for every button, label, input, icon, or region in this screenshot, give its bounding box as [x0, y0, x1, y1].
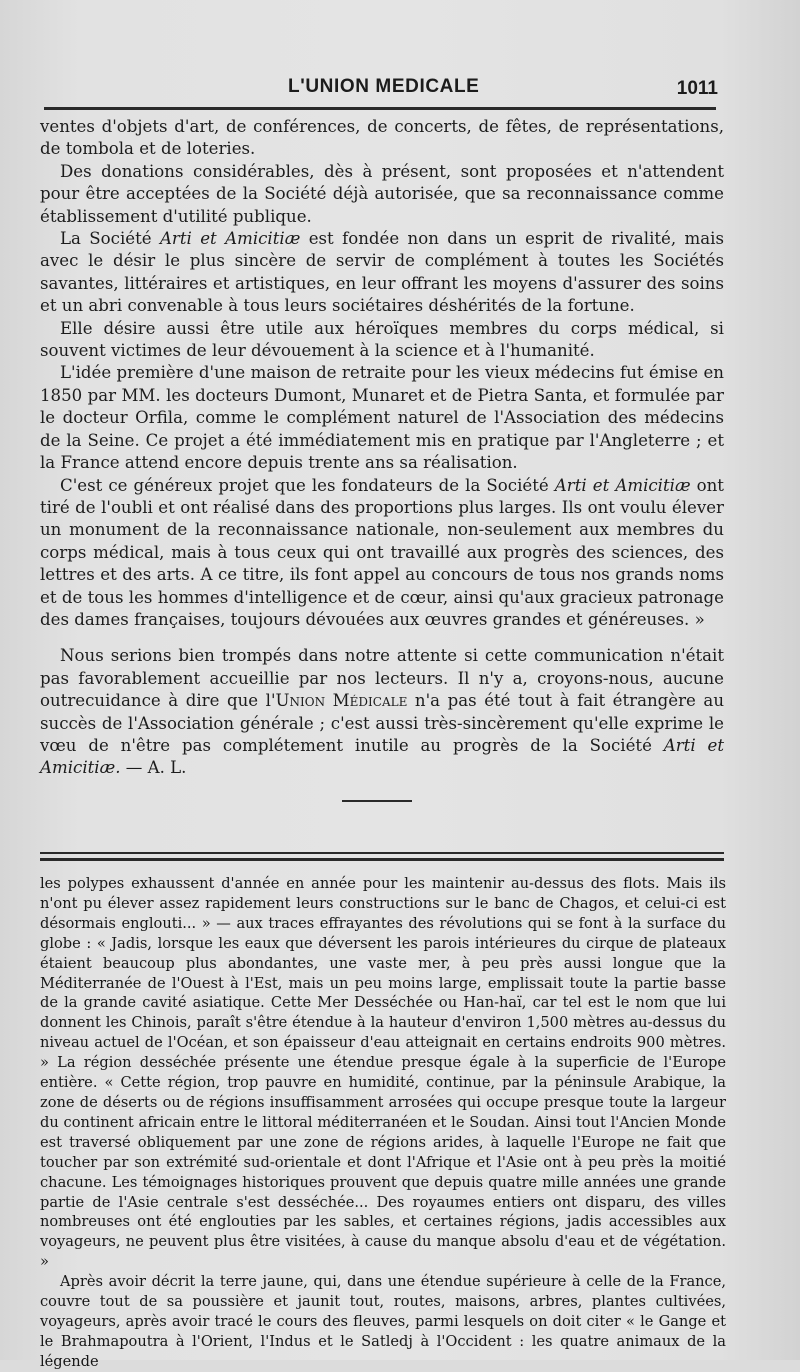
text-run: Nous serions bien trompés dans notre attente si cette communication n'était pas favorablement accueillie par nos lecteurs. Il n'y a, croyons-nous, aucune outrecuidance à dire que l': [40, 646, 724, 711]
feuilleton-paragraph-1: les polypes exhaussent d'année en année pour les maintenir au-dessus des flots. Mais ils n'ont pu élever assez rapidement leurs constructions sur le banc de Chagos, et celui-ci est désormais englouti... » — aux traces effrayantes des révolutions qui se font à la surface du globe : « Jadis, lorsque les eaux que déversent les parois intérieures du cirque de plateaux étaient beaucoup plus abondantes, une vaste mer, à peu près aussi longue que la Méditerranée de l'Ouest à l'Est, mais un peu moins large, emplissait toute la partie basse de la grande cavité asiatique. Cette Mer Desséchée ou Han-haï, car tel est le nom que lui donnent les Chinois, paraît s'être étendue à la hauteur d'environ 1,500 mètres au-dessus du niveau actuel de l'Océan, et son épaisseur d'eau atteignait en certains endroits 900 mètres. » La région desséchée présente une étendue presque égale à la superficie de l'Europe entière. « Cette région, trop pauvre en humidité, continue, par la péninsule Arabique, la zone de déserts ou de régions insuffisamment arrosées qui occupe presque toute la largeur du continent africain entre le littoral méditerranéen et le Soudan. Ainsi tout l'Ancien Monde est traversé obliquement par une zone de régions arides, à laquelle l'Europe ne fait que toucher par son extrémité sud-orientale et dont l'Afrique et l'Asie ont à peu près la moitié chacune. Les témoignages historiques prouvent que depuis quatre mille années une grande partie de l'Asie centrale s'est desséchée... Des royaumes entiers ont disparu, des villes nombreuses ont été englouties par les sables, et certaines régions, jadis accessibles aux voyageurs, ne peuvent plus être visitées, à cause du manque absolu d'eau et de végétation. »: [40, 875, 726, 1271]
article-body: [40, 116, 724, 780]
journal-name: Union Médicale: [275, 691, 408, 711]
feuilleton-rule-bottom: [40, 858, 724, 861]
text-run: est fondée non dans un esprit de rivalité, mais avec le désir le plus sincère de servir de complément à toutes les Sociétés savantes, littéraires et artistiques, en leur offrant les moyens d'assurer des soins et un abri convenable à tous leurs sociétaires déshérités de la fortune.: [40, 229, 724, 316]
article-paragraph-7: [40, 645, 724, 779]
article-paragraph-5: L'idée première d'une maison de retraite pour les vieux médecins fut émise en 1850 par MM. les docteurs Dumont, Munaret et de Pietra Santa, et formulée par le docteur Orfila, comme le complément naturel de l'Association des médecins de la Seine. Ce projet a été immédiatement mis en pratique par l'Angleterre ; et la France attend encore depuis trente ans sa réalisation.: [40, 363, 724, 473]
section-divider: [342, 800, 412, 802]
text-run: C'est ce généreux projet que les fondateurs de la Société: [60, 475, 555, 495]
article-paragraph-1: ventes d'objets d'art, de conférences, de concerts, de fêtes, de représentations, de tombola et de loteries.: [40, 117, 724, 159]
article-paragraph-3: [40, 228, 724, 318]
society-name: Arti et Amicitiæ: [159, 229, 301, 249]
article-paragraph-4: Elle désire aussi être utile aux héroïques membres du corps médical, si souvent victimes de leur dévouement à la science et à l'humanité.: [40, 318, 724, 361]
feuilleton-paragraph-2: Après avoir décrit la terre jaune, qui, dans une étendue supérieure à celle de la France, couvre tout de sa poussière et jaunit tout, routes, maisons, arbres, plantes cultivées, voyageurs, après avoir tracé le cours des fleuves, parmi lesquels on doit citer « le Gange et le Brahmapoutra à l'Orient, l'Indus et le Satledj à l'Occident : les quatre animaux de la légende: [40, 1273, 726, 1370]
page-number: 1011: [676, 78, 718, 99]
society-name: Arti et Amicitiæ.: [40, 735, 724, 778]
article-paragraph-2: Des donations considérables, dès à présent, sont proposées et n'attendent pour être acceptées de la Société déjà autorisée, que sa reconnaissance comme établissement d'utilité publique.: [40, 161, 724, 226]
article-paragraph-6: [40, 475, 724, 632]
text-run: n'a pas été tout à fait étrangère au succès de l'Association générale ; c'est aussi très-sincèrement qu'elle exprime le vœu de n'être pas complétement inutile au progrès de la Société: [40, 691, 725, 755]
text-run: La Société: [60, 229, 160, 249]
running-title: L'UNION MEDICALE: [288, 76, 480, 97]
text-run: ont tiré de l'oubli et ont réalisé dans des proportions plus larges. Ils ont voulu élever un monument de la reconnaissance nationale, non-seulement aux membres du corps médical, mais à tous ceux qui ont travaillé aux progrès des sciences, des lettres et des arts. A ce titre, ils font appel au concours de tous nos grands noms et de tous les hommes d'intelligence et de cœur, ainsi qu'aux gracieux patronage des dames françaises, toujours dévouées aux œuvres grandes et généreuses. »: [40, 475, 724, 629]
society-name: Arti et Amicitiæ: [554, 475, 691, 495]
feuilleton-body: [40, 874, 726, 1372]
header-rule: [44, 107, 716, 110]
feuilleton-rule-top: [40, 852, 724, 854]
page-header: [40, 74, 720, 104]
signature: — A. L.: [120, 758, 187, 778]
